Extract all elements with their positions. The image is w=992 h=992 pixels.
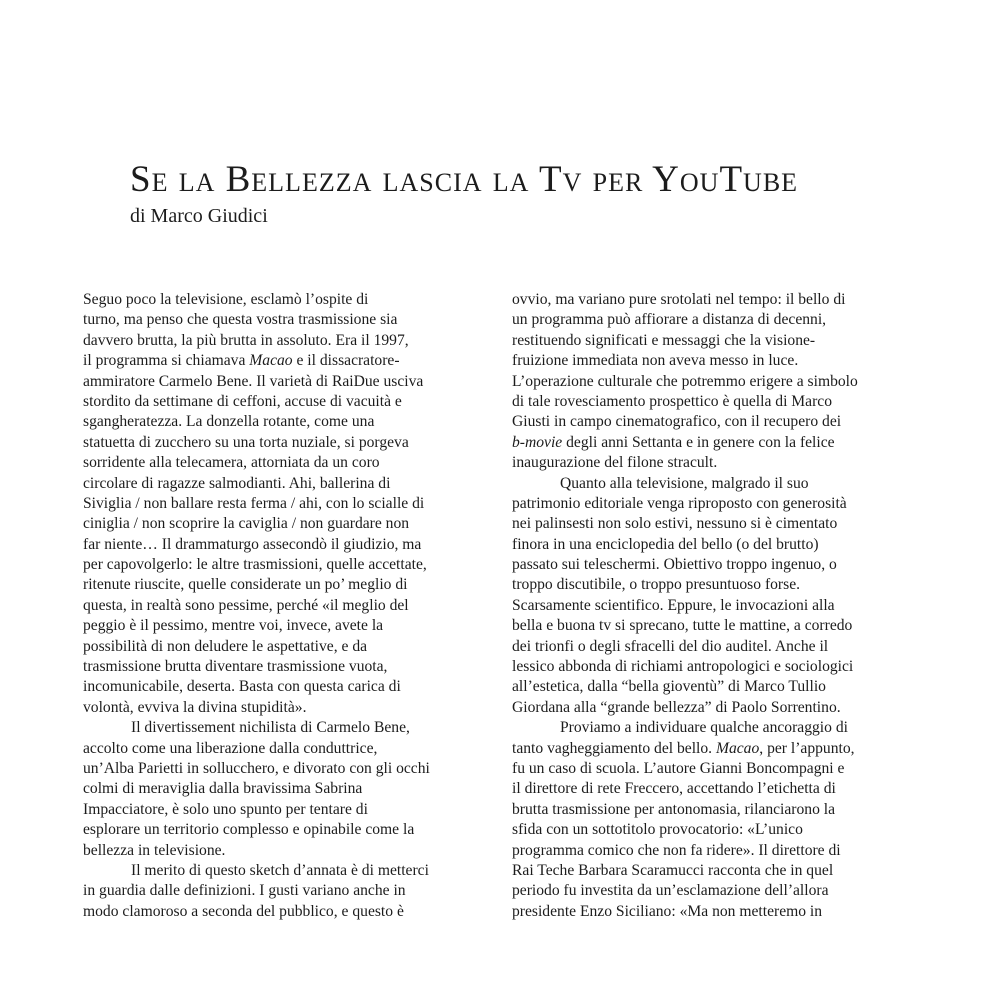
text-line: possibilità di non deludere le aspettative, e da — [83, 637, 368, 655]
text-line: all’estetica, dalla “bella gioventù” di Marco Tullio — [512, 678, 826, 696]
text-line: passato sui teleschermi. Obiettivo troppo ingenuo, o — [512, 556, 837, 574]
text-line: presidente Enzo Siciliano: «Ma non metteremo in — [512, 902, 823, 920]
text-line: troppo discutibile, o troppo presuntuoso forse. — [512, 576, 801, 594]
text-line: stordito da settimane di ceffoni, accuse di vacuità e — [83, 392, 402, 410]
text-line: questa, in realtà sono pessime, perché «il meglio del — [83, 596, 409, 614]
text-line: volontà, evviva la divina stupidità». — [83, 698, 307, 716]
text-line: Siviglia / non ballare resta ferma / ahi, con lo scialle di — [83, 494, 425, 512]
text-line: Proviamo a individuare qualche ancoraggio di — [560, 719, 848, 737]
text-line: colmi di meraviglia dalla bravissima Sabrina — [83, 780, 363, 798]
text-line: fu un caso di scuola. L’autore Gianni Boncompagni e — [512, 759, 845, 777]
text-line: sfida con un sottotitolo provocatorio: «L’unico — [512, 821, 803, 839]
text-line: ammiratore Carmelo Bene. Il varietà di RaiDue usciva — [83, 372, 424, 390]
text-column-left — [83, 290, 483, 922]
text-line: circolare di ragazze salmodianti. Ahi, ballerina di — [83, 474, 391, 492]
text-line: dei trionfi o degli sfracelli del dio auditel. Anche il — [512, 637, 829, 655]
text-line: un programma può affiorare a distanza di decenni, — [512, 311, 827, 329]
text-line: di tale rovesciamento prospettico è quella di Marco — [512, 392, 832, 410]
text-line: Il divertissement nichilista di Carmelo Bene, — [131, 719, 410, 737]
text-line: lessico abbonda di richiami antropologici e sociologici — [512, 658, 854, 676]
text-line: Il merito di questo sketch d’annata è di metterci — [131, 861, 429, 879]
article-title: Se la Bellezza lascia la Tv per YouTube — [130, 159, 799, 200]
text-line: Giusti in campo cinematografico, con il recupero dei — [512, 413, 842, 431]
text-line: il programma si chiamava Macao e il dissacratore- — [83, 352, 400, 370]
text-line: trasmissione brutta diventare trasmissione vuota, — [83, 658, 388, 676]
text-line: accolto come una liberazione dalla conduttrice, — [83, 739, 378, 757]
text-line: bellezza in televisione. — [83, 841, 226, 859]
text-line: Seguo poco la televisione, esclamò l’ospite di — [83, 291, 369, 308]
text-line: programma comico che non fa ridere». Il direttore di — [512, 841, 841, 859]
text-line: ovvio, ma variano pure srotolati nel tempo: il bello di — [512, 291, 846, 308]
text-line: L’operazione culturale che potremmo erigere a simbolo — [512, 372, 858, 390]
text-line: incomunicabile, deserta. Basta con questa carica di — [83, 678, 401, 696]
text-line: brutta trasmissione per antonomasia, rilanciarono la — [512, 800, 836, 818]
text-line: inaugurazione del filone stracult. — [512, 454, 718, 472]
text-line: patrimonio editoriale venga riproposto con generosità — [512, 494, 847, 512]
text-line: per capovolgerlo: le altre trasmissioni, quelle accettate, — [83, 556, 427, 574]
text-line: ciniglia / non scoprire la caviglia / non guardare non — [83, 515, 410, 533]
text-line: ritenute riuscite, quelle considerate un po’ meglio di — [83, 576, 408, 594]
text-line: b-movie degli anni Settanta e in genere con la felice — [512, 433, 835, 451]
text-line: periodo fu investita da un’esclamazione dell’allora — [512, 882, 829, 900]
text-line: Quanto alla televisione, malgrado il suo — [560, 474, 809, 492]
text-line: far niente… Il drammaturgo assecondò il giudizio, ma — [83, 535, 422, 553]
text-line: nei palinsesti non solo estivi, nessuno si è cimentato — [512, 515, 838, 533]
text-line: bella e buona tv si sprecano, tutte le mattine, a corredo — [512, 617, 853, 635]
text-line: finora in una enciclopedia del bello (o del brutto) — [512, 535, 819, 553]
text-line: modo clamoroso a seconda del pubblico, e questo è — [83, 902, 404, 920]
text-column-right — [512, 290, 912, 922]
text-line: Rai Teche Barbara Scaramucci racconta che in quel — [512, 861, 834, 879]
text-line: davvero brutta, la più brutta in assoluto. Era il 1997, — [83, 331, 409, 349]
text-line: fruizione immediata non aveva messo in luce. — [512, 352, 799, 370]
text-line: Impacciatore, è solo uno spunto per tentare di — [83, 800, 368, 818]
text-line: in guardia dalle definizioni. I gusti variano anche in — [83, 882, 406, 900]
text-line: sgangheratezza. La donzella rotante, come una — [83, 413, 375, 431]
text-line: sorridente alla telecamera, attorniata da un coro — [83, 454, 380, 472]
text-line: statuetta di zucchero su una torta nuziale, si porgeva — [83, 433, 409, 451]
text-line: restituendo significati e messaggi che la visione- — [512, 331, 816, 349]
text-line: peggio è il pessimo, mentre voi, invece, avete la — [83, 617, 384, 635]
article-byline: di Marco Giudici — [130, 205, 268, 227]
text-line: il direttore di rete Freccero, accettando l’etichetta di — [512, 780, 836, 798]
text-line: esplorare un territorio complesso e opinabile come la — [83, 821, 415, 839]
text-line: turno, ma penso che questa vostra trasmissione sia — [83, 311, 398, 329]
text-line: tanto vagheggiamento del bello. Macao, per l’appunto, — [512, 739, 855, 757]
text-line: Scarsamente scientifico. Eppure, le invocazioni alla — [512, 596, 835, 614]
text-line: Giordana alla “grande bellezza” di Paolo Sorrentino. — [512, 698, 841, 716]
text-line: un’Alba Parietti in sollucchero, e divorato con gli occhi — [83, 759, 430, 777]
